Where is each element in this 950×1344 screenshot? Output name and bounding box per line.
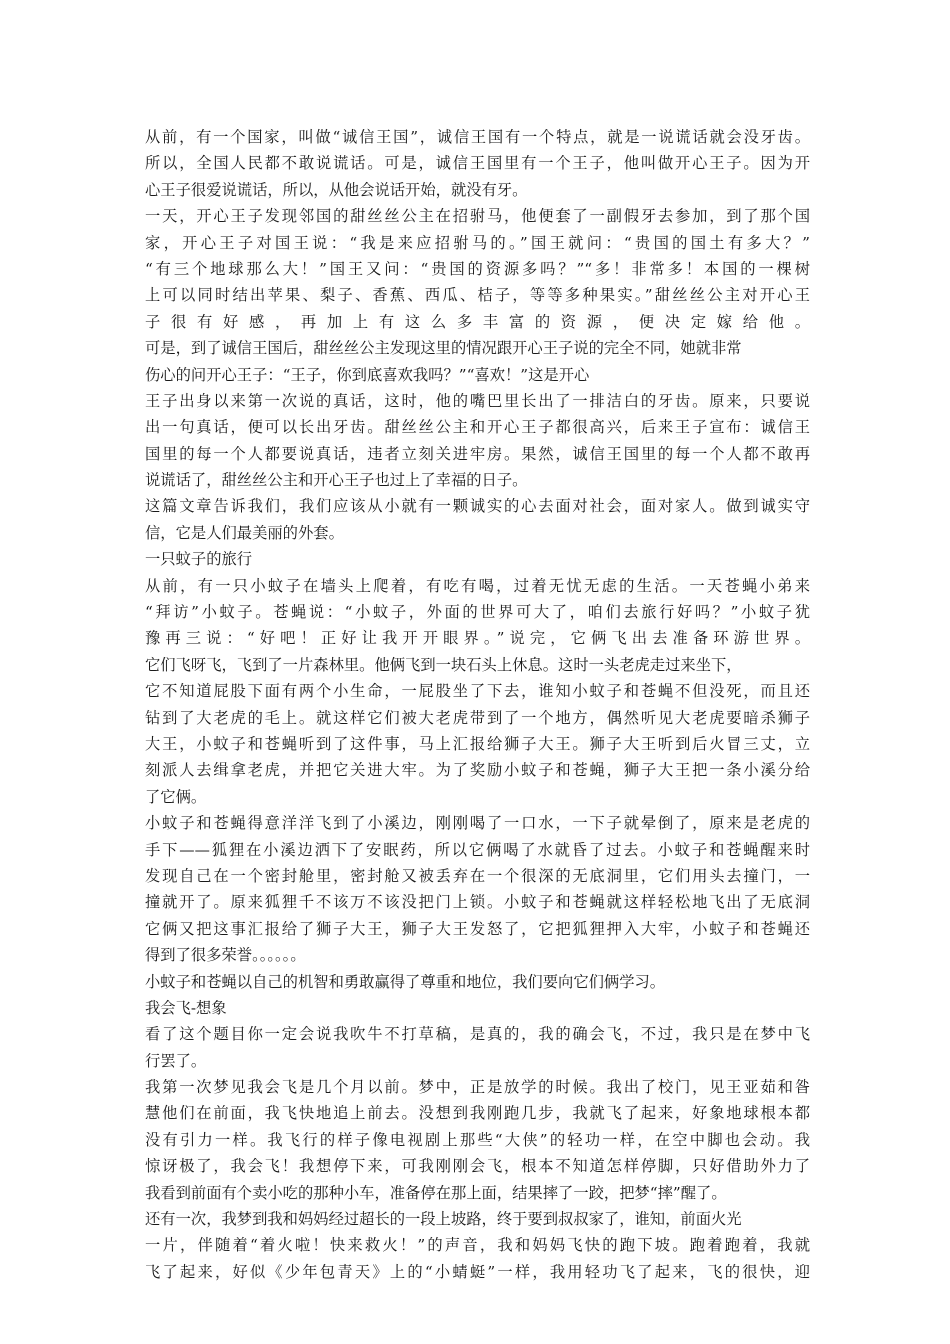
text-line: 我会飞-想象 xyxy=(145,998,227,1017)
text-line: 一天，开心王子发现邻国的甜丝丝公主在招驸马，他便套了一副假牙去参加，到了那个国 xyxy=(145,207,810,226)
text-line: 手下——狐狸在小溪边洒下了安眠药，所以它俩喝了水就昏了过去。小蚊子和苍蝇醒来时 xyxy=(145,840,810,859)
text-line: 说谎话了，甜丝丝公主和开心王子也过上了幸福的日子。 xyxy=(145,471,528,490)
text-line: 发现自己在一个密封舱里，密封舱又被丢弃在一个很深的无底洞里，它们用头去撞门，一 xyxy=(145,866,810,885)
text-line: 大王，小蚊子和苍蝇听到了这件事，马上汇报给狮子大王。狮子大王听到后火冒三丈，立 xyxy=(145,734,810,753)
text-line: 行罢了。 xyxy=(145,1051,207,1070)
text-line: 出一句真话，便可以长出牙齿。甜丝丝公主和开心王子都很高兴，后来王子宣布：诚信王 xyxy=(145,418,810,437)
text-line: 心王子很爱说谎话，所以，从他会说话开始，就没有牙。 xyxy=(145,180,528,199)
text-line: 豫再三说：“好吧！正好让我开开眼界。”说完，它俩飞出去准备环游世界。 xyxy=(145,629,810,648)
text-line: 信，它是人们最美丽的外套。 xyxy=(145,523,344,542)
text-line: 得到了很多荣誉。。。。。。 xyxy=(145,946,306,965)
text-line: 它们飞呀飞，飞到了一片森林里。他俩飞到一块石头上休息。这时一头老虎走过来坐下， xyxy=(145,655,742,674)
text-line: 飞了起来，好似《少年包青天》上的“小蜻蜓”一样，我用轻功飞了起来，飞的很快，迎 xyxy=(145,1262,810,1281)
text-line: 钻到了大老虎的毛上。就这样它们被大老虎带到了一个地方，偶然听见大老虎要暗杀狮子 xyxy=(145,708,810,727)
text-line: 从前，有一个国家，叫做“诚信王国”，诚信王国有一个特点，就是一说谎话就会没牙齿。 xyxy=(145,128,810,146)
text-line: 了它俩。 xyxy=(145,787,207,806)
text-line: 上可以同时结出苹果、梨子、香蕉、西瓜、桔子，等等多种果实。”甜丝丝公主对开心王 xyxy=(145,286,810,305)
text-line: 它俩又把这事汇报给了狮子大王，狮子大王发怒了，它把狐狸押入大牢，小蚊子和苍蝇还 xyxy=(145,919,810,938)
text-line: 慧他们在前面，我飞快地追上前去。没想到我刚跑几步，我就飞了起来，好象地球根本都 xyxy=(145,1104,810,1123)
text-line: 我第一次梦见我会飞是几个月以前。梦中，正是放学的时候。我出了校门，见王亚茹和昝 xyxy=(145,1078,810,1097)
text-line: 一只蚊子的旅行 xyxy=(145,550,253,569)
text-line: 从前，有一只小蚊子在墙头上爬着，有吃有喝，过着无忧无虑的生活。一天苍蝇小弟来 xyxy=(145,576,810,595)
text-line: 小蚊子和苍蝇得意洋洋飞到了小溪边，刚刚喝了一口水，一下子就晕倒了，原来是老虎的 xyxy=(145,814,810,833)
text-line: 惊讶极了，我会飞！我想停下来，可我刚刚会飞，根本不知道怎样停脚，只好借助外力了 xyxy=(145,1157,810,1176)
text-line: 撞就开了。原来狐狸千不该万不该没把门上锁。小蚊子和苍蝇就这样轻松地飞出了无底洞 xyxy=(145,893,810,912)
text-line: 小蚊子和苍蝇以自己的机智和勇敢赢得了尊重和地位，我们要向它们俩学习。 xyxy=(145,972,666,991)
text-line: 我看到前面有个卖小吃的那种小车，准备停在那上面，结果摔了一跤，把梦“摔”醒了。 xyxy=(145,1183,727,1202)
text-line: 子很有好感，再加上有这么多丰富的资源，便决定嫁给他。 xyxy=(145,312,810,331)
text-line: 这篇文章告诉我们，我们应该从小就有一颗诚实的心去面对社会，面对家人。做到诚实守 xyxy=(145,497,810,516)
text-line: 可是，到了诚信王国后，甜丝丝公主发现这里的情况跟开心王子说的完全不同，她就非常 xyxy=(145,339,742,358)
text-line: 伤心的问开心王子：“王子，你到底喜欢我吗？”“喜欢！”这是开心 xyxy=(145,365,590,384)
text-line: 家，开心王子对国王说：“我是来应招驸马的。”国王就问：“贵国的国土有多大？” xyxy=(145,233,810,252)
document-body xyxy=(145,124,810,1285)
text-line: 刻派人去缉拿老虎，并把它关进大牢。为了奖励小蚊子和苍蝇，狮子大王把一条小溪分给 xyxy=(145,761,810,780)
text-line: 所以，全国人民都不敢说谎话。可是，诚信王国里有一个王子，他叫做开心王子。因为开 xyxy=(145,154,810,173)
text-line: 没有引力一样。我飞行的样子像电视剧上那些“大侠”的轻功一样，在空中脚也会动。我 xyxy=(145,1130,810,1149)
text-line: 看了这个题目你一定会说我吹牛不打草稿，是真的，我的确会飞，不过，我只是在梦中飞 xyxy=(145,1025,810,1044)
text-line: 还有一次，我梦到我和妈妈经过超长的一段上坡路，终于要到叔叔家了，谁知，前面火光 xyxy=(145,1210,742,1229)
text-line: 王子出身以来第一次说的真话，这时，他的嘴巴里长出了一排洁白的牙齿。原来，只要说 xyxy=(145,391,810,410)
text-line: “有三个地球那么大！”国王又问：“贵国的资源多吗？”“多！非常多！本国的一棵树 xyxy=(145,259,810,278)
text-line: “拜访”小蚊子。苍蝇说：“小蚊子，外面的世界可大了，咱们去旅行好吗？”小蚊子犹 xyxy=(145,603,810,622)
text-line: 国里的每一个人都要说真话，违者立刻关进牢房。果然，诚信王国里的每一个人都不敢再 xyxy=(145,444,810,463)
text-line: 它不知道屁股下面有两个小生命，一屁股坐了下去，谁知小蚊子和苍蝇不但没死，而且还 xyxy=(145,682,810,701)
text-line: 一片，伴随着“着火啦！快来救火！”的声音，我和妈妈飞快的跑下坡。跑着跑着，我就 xyxy=(145,1236,810,1255)
